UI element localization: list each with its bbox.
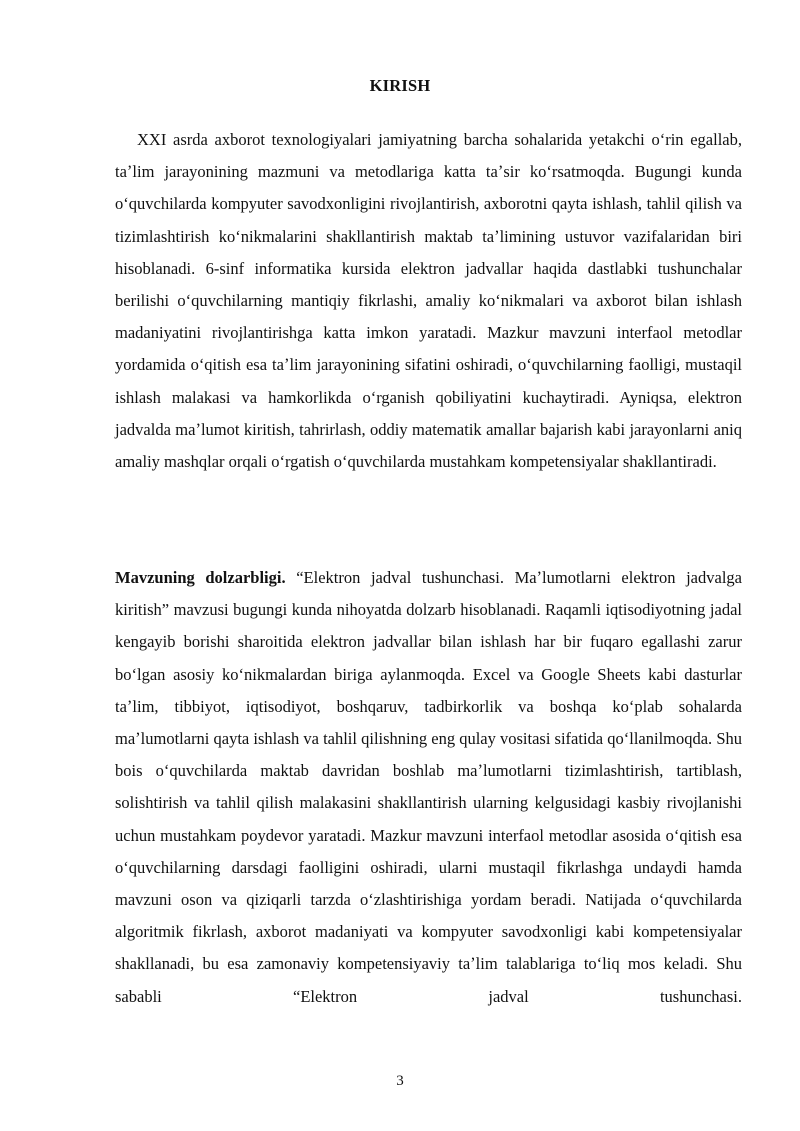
section-title: KIRISH: [369, 76, 431, 95]
relevance-paragraph: [115, 562, 742, 1013]
intro-paragraph: XXI asrda axborot texnologiyalari jamiyatning barcha sohalarida yetakchi oʻrin egallab, taʼlim jarayonining mazmuni va metodlariga katta taʼsir koʻrsatmoqda. Bugungi kunda oʻquvchilarda kompyuter savodxonligini rivojlantirish, axborotni qayta ishlash, tahlil qilish va tizimlashtirish koʻnikmalarini shakllantirish maktab taʼlimining ustuvor vazifalaridan biri hisoblanadi. 6-sinf informatika kursida elektron jadvallar haqida dastlabki tushunchalar berilishi oʻquvchilarning mantiqiy fikrlashi, amaliy koʻnikmalari va axborot bilan ishlash madaniyatini rivojlantirishga katta imkon yaratadi. Mazkur mavzuni interfaol metodlar yordamida oʻqitish esa taʼlim jarayonining sifatini oshiradi, oʻquvchilarning faolligi, mustaqil ishlash malakasi va hamkorlikda oʻrganish qobiliyatini kuchaytiradi. Ayniqsa, elektron jadvalda maʼlumot kiritish, tahrirlash, oddiy matematik amallar bajarish kabi jarayonlarni aniq amaliy mashqlar orqali oʻrgatish oʻquvchilarda mustahkam kompetensiyalar shakllantiradi.: [115, 130, 742, 472]
page-number: 3: [396, 1073, 404, 1089]
relevance-heading: Mavzuning dolzarbligi.: [115, 568, 286, 587]
relevance-text: “Elektron jadval tushunchasi. Maʼlumotlarni elektron jadvalga kiritish” mavzusi bugungi kunda nihoyatda dolzarb hisoblanadi. Raqamli iqtisodiyotning jadal kengayib borishi sharoitida elektron jadvallar bilan ishlash har bir fuqaro egallashi zarur boʻlgan asosiy koʻnikmalardan biriga aylanmoqda. Excel va Google Sheets kabi dasturlar taʼlim, tibbiyot, iqtisodiyot, boshqaruv, tadbirkorlik va boshqa koʻplab sohalarda maʼlumotlarni qayta ishlash va tahlil qilishning eng qulay vositasi sifatida qoʻllanilmoqda. Shu bois oʻquvchilarda maktab davridan boshlab maʼlumotlarni tizimlashtirish, tartiblash, solishtirish va tahlil qilish malakasini shakllantirish ularning kelgusidagi kasbiy rivojlanishi uchun mustahkam poydevor yaratadi. Mazkur mavzuni interfaol metodlar asosida oʻqitish esa oʻquvchilarning darsdagi faolligini oshiradi, ularni mustaqil fikrlashga undaydi hamda mavzuni oson va qiziqarli tarzda oʻzlashtirishiga yordam beradi. Natijada oʻquvchilarda algoritmik fikrlash, axborot madaniyati va kompyuter savodxonligi kabi kompetensiyalar shakllanadi, bu esa zamonaviy kompetensiyaviy taʼlim talablariga toʻliq mos keladi. Shu sababli “Elektron jadval tushunchasi.: [115, 568, 742, 1006]
